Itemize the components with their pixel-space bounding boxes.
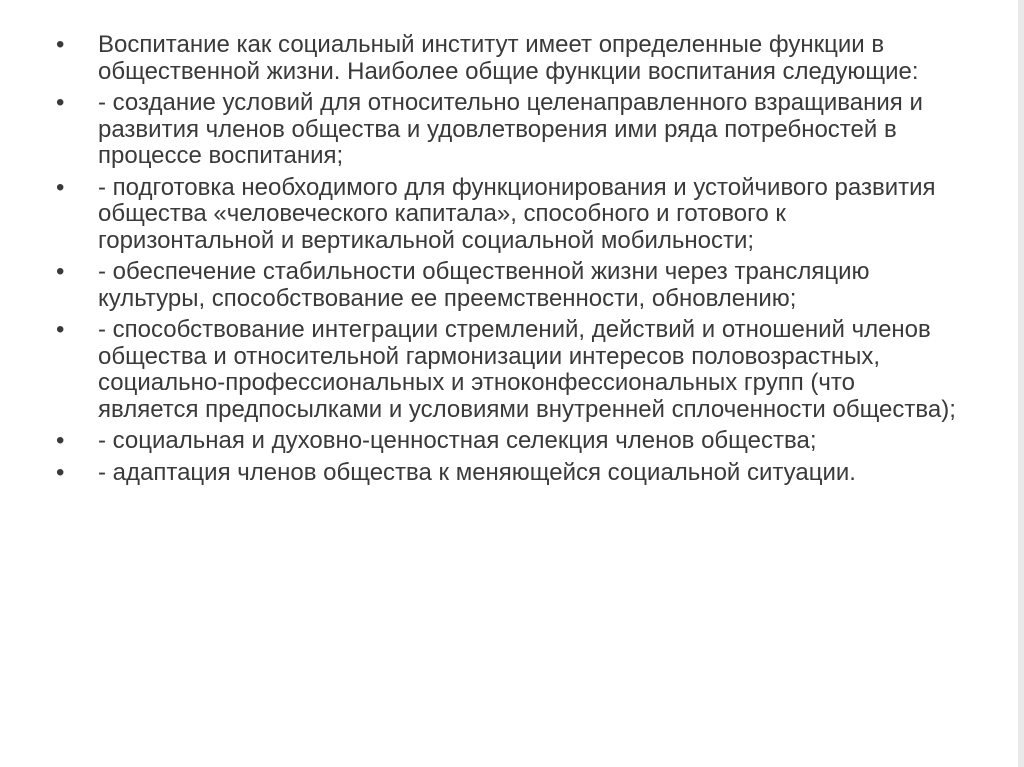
- bullet-item-integration: [56, 317, 956, 423]
- bullet-text: - способствование интеграции стремлений, действий и отношений членов общества и относительной гармонизации интересов половозрастных, социально-профессиональных и этноконфессиональных групп (что является предпосылками и условиями внутренней сплоченности общества);: [98, 316, 956, 423]
- bullet-list: [56, 32, 956, 486]
- bullet-icon: •: [56, 31, 65, 58]
- bullet-text: - создание условий для относительно целенаправленного взращивания и развития членов общества и удовлетворения ими ряда потребностей в процессе воспитания;: [98, 89, 923, 169]
- bullet-item-conditions: [56, 90, 956, 170]
- bullet-item-stability: [56, 259, 956, 312]
- bullet-icon: •: [56, 427, 65, 454]
- bullet-item-selection: [56, 428, 956, 455]
- bullet-icon: •: [56, 173, 65, 201]
- bullet-item-human-capital: [56, 175, 956, 255]
- bullet-icon: •: [56, 316, 65, 343]
- bullet-item-intro: [56, 32, 956, 85]
- bullet-text: - адаптация членов общества к меняющейся социальной ситуации.: [98, 458, 856, 486]
- bullet-icon: •: [56, 458, 65, 486]
- bullet-text: - социальная и духовно-ценностная селекция членов общества;: [98, 427, 817, 454]
- bullet-text: Воспитание как социальный институт имеет определенные функции в общественной жизни. Наиболее общие функции воспитания следующие:: [98, 31, 919, 85]
- slide-edge-bar: [1018, 0, 1024, 767]
- bullet-text: - подготовка необходимого для функционирования и устойчивого развития общества «человеческого капитала», способного и готового к горизонтальной и вертикальной социальной мобильности;: [98, 173, 936, 254]
- bullet-text: - обеспечение стабильности общественной жизни через трансляцию культуры, способствование ее преемственности, обновлению;: [98, 258, 870, 312]
- bullet-icon: •: [56, 258, 65, 285]
- slide-content: [56, 32, 956, 491]
- bullet-icon: •: [56, 89, 65, 116]
- bullet-item-adaptation: [56, 460, 956, 487]
